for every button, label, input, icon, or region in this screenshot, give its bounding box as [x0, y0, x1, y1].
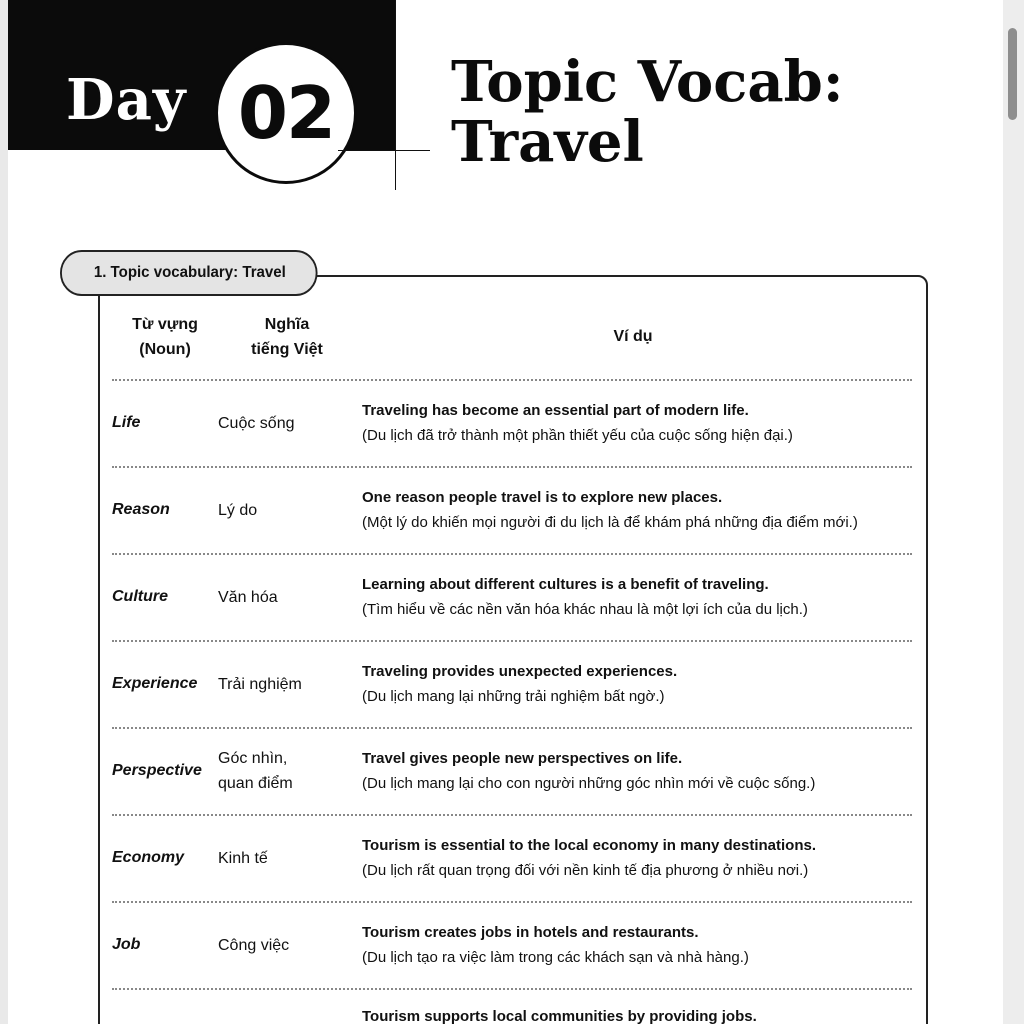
table-row [112, 902, 912, 988]
vocab-word: Life [112, 414, 141, 431]
page-title-line1: Topic Vocab: [451, 49, 844, 115]
table-row [112, 554, 912, 640]
vocab-meaning: Công việc [218, 936, 290, 954]
example-vietnamese: (Du lịch đã trở thành một phần thiết yếu của cuộc sống hiện đại.) [362, 427, 793, 444]
vocab-meaning: Cuộc sống [218, 414, 295, 432]
example-vietnamese: (Du lịch mang lại những trải nghiệm bất ngờ.) [362, 688, 665, 705]
example-english: Learning about different cultures is a benefit of traveling. [362, 576, 769, 593]
vocab-example [362, 815, 922, 901]
vocab-example [362, 380, 922, 466]
day-label: Day [66, 67, 187, 133]
example-english: Tourism is essential to the local economy in many destinations. [362, 837, 816, 854]
vocab-example [362, 554, 922, 640]
table-row [112, 641, 912, 727]
vocab-word: Perspective [112, 762, 202, 779]
column-header-meaning-line1: Nghĩa [264, 316, 310, 333]
day-number-badge [215, 42, 357, 184]
vocab-word: Job [112, 936, 141, 953]
vocab-meaning: Kinh tế [218, 849, 268, 867]
crosshair-vertical-line [395, 0, 396, 190]
example-vietnamese: (Du lịch tạo ra việc làm trong các khách sạn và nhà hàng.) [362, 949, 749, 966]
example-english: Tourism creates jobs in hotels and restaurants. [362, 924, 699, 941]
table-row [112, 1004, 912, 1024]
vocab-word: Culture [112, 588, 168, 605]
table-row [112, 380, 912, 466]
column-header-meaning [232, 312, 342, 362]
example-english: Traveling provides unexpected experiences. [362, 663, 678, 680]
example-english: Travel gives people new perspectives on life. [362, 750, 683, 767]
example-english: Traveling has become an essential part of modern life. [362, 402, 749, 419]
table-row [112, 815, 912, 901]
vocab-example [362, 728, 922, 814]
column-header-meaning-line2: tiếng Việt [251, 341, 323, 358]
document-page [8, 0, 1003, 1024]
column-header-word-line2: (Noun) [139, 341, 191, 358]
vocab-example [362, 467, 922, 553]
table-row [112, 728, 912, 814]
table-row [112, 467, 912, 553]
vocab-word: Reason [112, 501, 170, 518]
scrollbar[interactable] [1003, 0, 1024, 1024]
example-vietnamese: (Du lịch rất quan trọng đối với nền kinh tế địa phương ở nhiều nơi.) [362, 862, 809, 879]
vocab-meaning: Góc nhìn, quan điểm [218, 750, 293, 792]
vocab-example [362, 1004, 922, 1024]
column-header-word-line1: Từ vựng [132, 316, 198, 333]
vocab-example [362, 641, 922, 727]
vocab-meaning: Văn hóa [218, 588, 278, 606]
page-title [451, 49, 844, 175]
day-number: 02 [237, 71, 335, 155]
page-title-line2: Travel [451, 109, 644, 175]
example-vietnamese: (Du lịch mang lại cho con người những góc nhìn mới về cuộc sống.) [362, 775, 816, 792]
vocab-meaning: Trải nghiệm [218, 675, 302, 693]
column-header-word [108, 312, 222, 362]
example-vietnamese: (Tìm hiểu về các nền văn hóa khác nhau là một lợi ích của du lịch.) [362, 601, 808, 618]
vocab-word: Economy [112, 849, 185, 866]
vocab-word: Experience [112, 675, 198, 692]
vocab-example [362, 902, 922, 988]
example-vietnamese: (Một lý do khiến mọi người đi du lịch là để khám phá những địa điểm mới.) [362, 514, 858, 531]
section-tab-label: 1. Topic vocabulary: Travel [60, 250, 318, 296]
example-english: One reason people travel is to explore new places. [362, 489, 723, 506]
vocab-meaning: Lý do [218, 501, 258, 519]
column-header-example: Ví dụ [613, 328, 653, 345]
row-divider [112, 988, 912, 990]
example-english: Tourism supports local communities by providing jobs. [362, 1008, 757, 1024]
scrollbar-thumb[interactable] [1008, 28, 1017, 120]
crosshair-horizontal-line [338, 150, 430, 151]
